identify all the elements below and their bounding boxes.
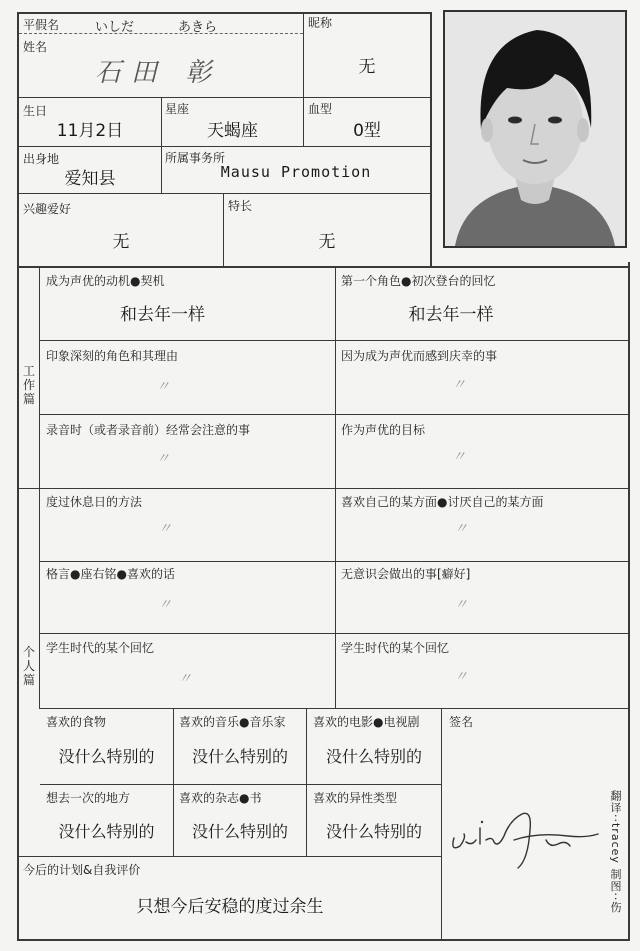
photo-frame: [443, 10, 627, 248]
frame-bottom: [17, 939, 629, 941]
school1-label: 学生时代的某个回忆: [46, 641, 155, 655]
row-divider-3: [19, 193, 430, 194]
recording-label: 录音时（或者录音前）经常会注意的事: [46, 423, 251, 437]
blood-label: 血型: [308, 102, 333, 116]
movie-label: 喜欢的电影●电视剧: [313, 715, 420, 729]
skill-value: 无: [318, 232, 336, 252]
work-row-divider-2: [40, 414, 629, 415]
name-label: 姓名: [23, 40, 48, 54]
motivation-label: 成为声优的动机●契机: [46, 274, 165, 288]
food-label: 喜欢的食物: [46, 715, 107, 729]
happy-value: 〃: [452, 377, 466, 393]
memorable-label: 印象深刻的角色和其理由: [46, 349, 179, 363]
likes-label: 喜欢自己的某方面●讨厌自己的某方面: [341, 495, 544, 509]
happy-label: 因为成为声优而感到庆幸的事: [341, 349, 498, 363]
agency-label: 所属事务所: [165, 151, 226, 165]
music-value: 没什么特别的: [191, 747, 288, 766]
habit-label: 无意识会做出的事[癖好]: [341, 567, 471, 581]
motto-label: 格言●座右铭●喜欢的话: [46, 567, 175, 581]
sign-label: 星座: [165, 102, 190, 116]
birthplace-value: 爱知县: [64, 169, 116, 189]
work-row-divider-1: [40, 340, 629, 341]
personal-row-divider-3: [40, 708, 629, 709]
furigana-given: あきら: [178, 20, 218, 35]
section-divider: [19, 488, 629, 489]
habit-value: 〃: [454, 597, 468, 613]
future-label: 今后的计划&自我评价: [23, 863, 141, 877]
recording-value: 〃: [156, 451, 170, 467]
personal-row-divider-2: [40, 633, 629, 634]
type-label: 喜欢的异性类型: [313, 791, 398, 805]
goal-value: 〃: [452, 449, 466, 465]
agency-value: Mausu Promotion: [220, 163, 372, 181]
nickname-value: 无: [358, 57, 376, 77]
school2-value: 〃: [454, 669, 468, 685]
holiday-value: 〃: [158, 521, 172, 537]
magazine-label: 喜欢的杂志●书: [179, 791, 262, 805]
translator-credit: [607, 790, 623, 913]
frame-right-top: [430, 12, 432, 267]
school1-value: 〃: [178, 671, 192, 687]
holiday-label: 度过休息日的方法: [46, 495, 143, 509]
motivation-value: 和去年一样: [120, 305, 205, 325]
row-divider-1: [19, 97, 430, 98]
personal-col-divider: [39, 489, 40, 709]
movie-value: 没什么特别的: [325, 747, 422, 766]
blood-value: 0型: [353, 121, 381, 141]
hobby-value: 无: [112, 232, 130, 252]
food-value: 没什么特别的: [58, 747, 155, 766]
nickname-label: 昵称: [308, 16, 333, 30]
frame-mid: [17, 266, 630, 268]
furigana-label: 平假名: [23, 18, 60, 32]
future-value: 只想今后安稳的度过余生: [136, 897, 324, 917]
birthplace-label: 出身地: [23, 152, 60, 166]
fav-col-divider-3: [441, 709, 442, 940]
personal-section-label: 个 人 篇: [22, 645, 35, 687]
memorable-value: 〃: [156, 379, 170, 395]
work-section-label: 工 作 篇: [22, 364, 35, 406]
place-label: 想去一次的地方: [46, 791, 131, 805]
first-role-value: 和去年一样: [408, 305, 494, 325]
frame-left-bottom: [17, 266, 19, 941]
goal-label: 作为声优的目标: [341, 423, 426, 437]
sign-value: 天蝎座: [207, 121, 258, 141]
birthday-label: 生日: [23, 104, 48, 118]
furigana-divider: [19, 33, 303, 34]
future-divider: [19, 856, 442, 857]
row-divider-2: [19, 146, 430, 147]
frame-top: [17, 12, 431, 14]
handwritten-signature: [448, 790, 608, 880]
skill-label: 特长: [228, 199, 253, 213]
frame-right-bottom: [628, 262, 630, 941]
credit-text: 翻译··tracey 制图··伤: [609, 790, 622, 914]
personal-row-divider-1: [40, 561, 629, 562]
hobby-label: 兴趣爱好: [23, 202, 72, 216]
personal-mid-divider: [335, 489, 336, 709]
signature-label: 签名: [449, 715, 474, 729]
portrait-photo: [445, 12, 625, 246]
likes-value: 〃: [454, 521, 468, 537]
type-value: 没什么特别的: [325, 822, 422, 841]
motto-value: 〃: [158, 597, 172, 613]
magazine-value: 没什么特别的: [191, 822, 288, 841]
school2-label: 学生时代的某个回忆: [341, 641, 450, 655]
music-label: 喜欢的音乐●音乐家: [179, 715, 286, 729]
place-value: 没什么特别的: [58, 822, 155, 841]
name-value: 石田 彰: [95, 58, 222, 88]
fav-row-divider: [40, 784, 441, 785]
birthday-value: 11月2日: [56, 121, 124, 141]
first-role-label: 第一个角色●初次登台的回忆: [341, 274, 496, 288]
furigana-family: いしだ: [95, 20, 135, 35]
